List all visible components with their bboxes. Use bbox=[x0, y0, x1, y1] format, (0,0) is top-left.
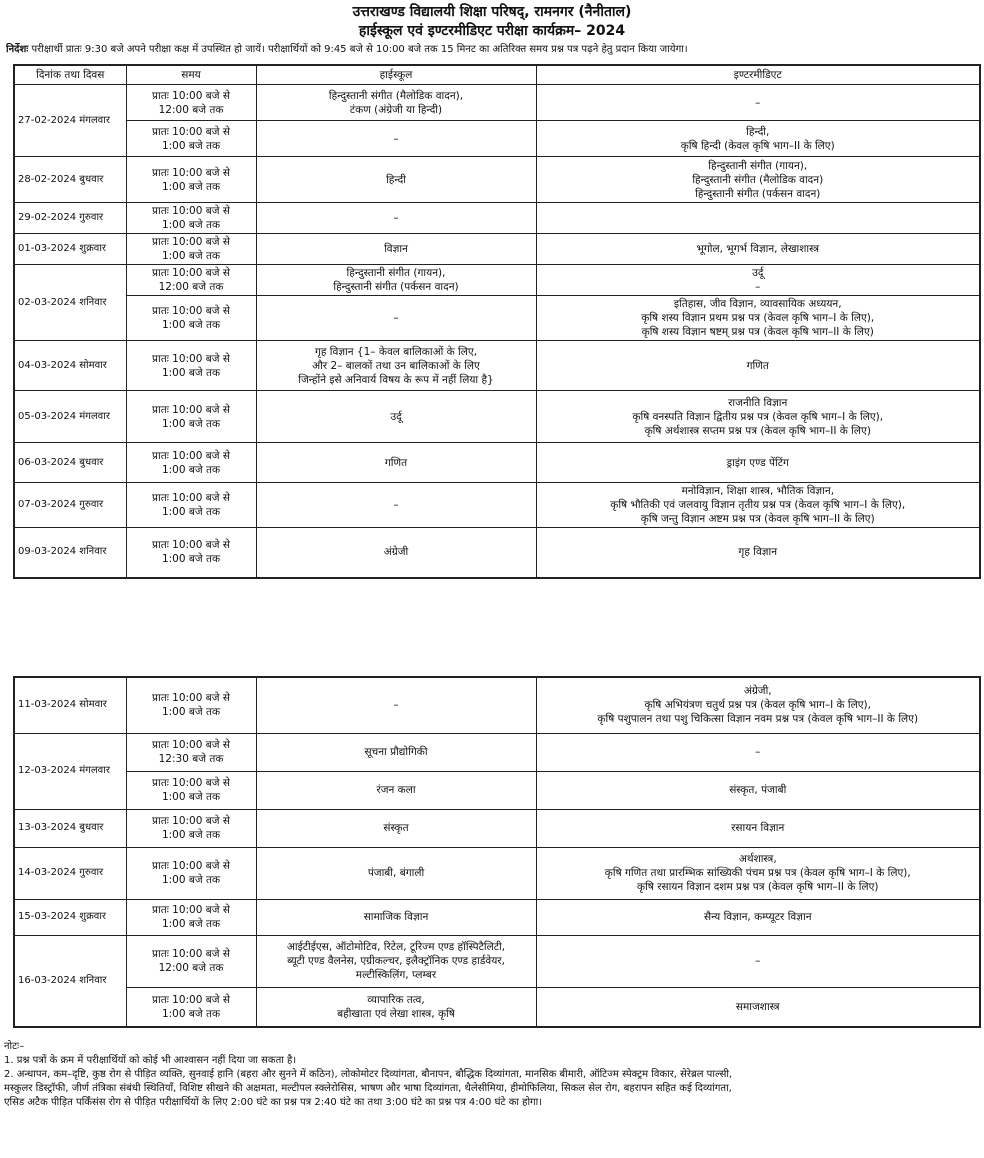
highschool-cell bbox=[256, 899, 536, 935]
cell-line: हिन्दुस्तानी संगीत (मैलोडिक वादन) bbox=[692, 173, 824, 186]
table-row bbox=[14, 733, 980, 771]
cell-line: प्रातः 10:00 बजे से bbox=[152, 492, 230, 504]
table-row bbox=[14, 265, 980, 296]
time-cell bbox=[126, 809, 256, 847]
date-cell: 12-03-2024 मंगलवार bbox=[14, 733, 126, 809]
date-cell: 14-03-2024 गुरुवार bbox=[14, 847, 126, 899]
board-name: उत्तराखण्ड विद्यालयी शिक्षा परिषद्, रामनगर (नैनीताल) bbox=[352, 4, 632, 20]
cell-line: कृषि जन्तु विज्ञान अष्टम प्रश्न पत्र (केवल कृषि भाग–II के लिए) bbox=[640, 513, 875, 525]
date-cell: 02-03-2024 शनिवार bbox=[14, 265, 126, 341]
cell-line: हिन्दुस्तानी संगीत (पर्कसन वादन) bbox=[695, 187, 821, 200]
cell-line: 1:00 बजे तक bbox=[161, 1007, 221, 1020]
highschool-cell bbox=[256, 771, 536, 809]
highschool-cell bbox=[256, 341, 536, 391]
time-cell bbox=[126, 234, 256, 265]
cell-line: हिन्दुस्तानी संगीत (गायन), bbox=[708, 159, 808, 172]
cell-line: प्रातः 10:00 बजे से bbox=[152, 739, 230, 751]
intermediate-cell bbox=[536, 899, 980, 935]
time-cell bbox=[126, 935, 256, 987]
highschool-cell bbox=[256, 391, 536, 443]
cell-line: 1:00 बजे तक bbox=[161, 829, 221, 841]
cell-line: हिन्दुस्तानी संगीत (गायन), bbox=[346, 267, 446, 279]
intermediate-cell bbox=[536, 809, 980, 847]
cell-line: 1:00 बजे तक bbox=[161, 506, 221, 518]
cell-line: 12:00 बजे तक bbox=[158, 962, 224, 974]
note-line: 1. प्रश्न पत्रों के क्रम में परीक्षार्थियों को कोई भी आश्वासन नहीं दिया जा सकता है। bbox=[4, 1055, 297, 1066]
table-row bbox=[14, 341, 980, 391]
cell-line: कृषि भौतिकी एवं जलवायु विज्ञान तृतीय प्रश्न पत्र (केवल कृषि भाग–I के लिए), bbox=[610, 499, 906, 511]
col-header-time: समय bbox=[126, 65, 256, 85]
cell-line: 12:00 बजे तक bbox=[158, 281, 224, 293]
cell-line: ब्यूटी एण्ड वैलनेस, एग्रीकल्चर, इलैक्ट्रॉनिक एण्ड हार्डवेयर, bbox=[287, 955, 505, 967]
note-line: मस्कुलर डिस्ट्रॉफी, जीर्ण तंत्रिका संबंधी स्थितियॉं, विशिष्ट सीखने की अक्षमता, मल्टीपल स्क्लेरोसिस, भाषण और भाषा दिव्यांगता, थैलेसीमिया, हीमोफिलिया, सिकल सेल रोग, बहरापन सहित कई दिव्यांगता, bbox=[4, 1083, 732, 1094]
cell-line: – bbox=[755, 955, 761, 967]
intermediate-cell bbox=[536, 391, 980, 443]
intermediate-cell bbox=[536, 443, 980, 483]
cell-line: प्रातः 10:00 बजे से bbox=[152, 948, 230, 960]
date-cell: 15-03-2024 शुक्रवार bbox=[14, 899, 126, 935]
note-line: एसिड अटैक पीड़ित पर्किंसंस रोग से पीड़ित परीक्षार्थियों के लिए 2:00 घंटे का प्रश्न पत्र 2:40 घंटे का तथा 3:00 घंटे का प्रश्न पत्र 4:00 घंटे का होगा। bbox=[4, 1097, 543, 1108]
cell-line: हिन्दुस्तानी संगीत (पर्कसन वादन) bbox=[333, 281, 459, 293]
cell-line: पंजाबी, बंगाली bbox=[367, 867, 425, 879]
note-line: 2. अन्धापन, कम–दृष्टि, कुष्ठ रोग से पीड़ित व्यक्ति, सुनवाई हानि (बहरा और सुनने में कठिन), लोकोमोटर दिव्यांगता, बौनापन, बौद्धिक दिव्यांगता, मानसिक बीमारी, ऑटिज्म स्पेक्ट्रम विकार, सेरेब्रल पाल्सी, bbox=[4, 1069, 733, 1080]
intermediate-cell bbox=[536, 935, 980, 987]
highschool-cell bbox=[256, 85, 536, 121]
cell-line: प्रातः 10:00 बजे से bbox=[152, 777, 230, 789]
cell-line: – bbox=[393, 132, 399, 145]
cell-line: संस्कृत bbox=[383, 822, 409, 834]
cell-line: मल्टीस्किलिंग, प्लम्बर bbox=[355, 969, 437, 981]
cell-line: – bbox=[755, 96, 761, 109]
cell-line: प्रातः 10:00 बजे से bbox=[152, 125, 230, 138]
time-cell bbox=[126, 771, 256, 809]
table-row bbox=[14, 234, 980, 265]
cell-line: सूचना प्रौद्योगिकी bbox=[364, 746, 428, 758]
table-row bbox=[14, 677, 980, 733]
highschool-cell bbox=[256, 528, 536, 578]
intermediate-cell bbox=[536, 157, 980, 203]
cell-line: कृषि गणित तथा प्रारम्भिक सांख्यिकी पंचम प्रश्न पत्र (केवल कृषि भाग–I के लिए), bbox=[604, 867, 911, 879]
intermediate-cell bbox=[536, 528, 980, 578]
highschool-cell bbox=[256, 296, 536, 341]
cell-line: प्रातः 10:00 बजे से bbox=[152, 449, 230, 462]
cell-line: प्रातः 10:00 बजे से bbox=[152, 305, 230, 317]
cell-line: 1:00 बजे तक bbox=[161, 366, 221, 379]
cell-line: अंग्रेजी, bbox=[743, 685, 772, 698]
cell-line: कृषि अर्थशास्त्र सप्तम प्रश्न पत्र (केवल कृषि भाग–II के लिए) bbox=[644, 424, 871, 437]
date-cell: 06-03-2024 बुधवार bbox=[14, 443, 126, 483]
cell-line: गृह विज्ञान {1– केवल बालिकाओं के लिए, bbox=[314, 345, 478, 358]
date-cell: 28-02-2024 बुधवार bbox=[14, 157, 126, 203]
table-row bbox=[14, 771, 980, 809]
cell-line: ड्राइंग एण्ड पेंटिंग bbox=[726, 456, 789, 469]
highschool-cell bbox=[256, 265, 536, 296]
table-row bbox=[14, 809, 980, 847]
cell-line: टंकण (अंग्रेजी या हिन्दी) bbox=[349, 103, 443, 116]
col-header-highschool: हाईस्कूल bbox=[256, 65, 536, 85]
cell-line: – bbox=[755, 746, 761, 758]
cell-line: – bbox=[393, 699, 399, 712]
table-row bbox=[14, 528, 980, 578]
cell-line: प्रातः 10:00 बजे से bbox=[152, 89, 230, 102]
cell-line: प्रातः 10:00 बजे से bbox=[152, 403, 230, 416]
cell-line: प्रातः 10:00 बजे से bbox=[152, 205, 230, 217]
cell-line: सामाजिक विज्ञान bbox=[363, 911, 429, 923]
cell-line: प्रातः 10:00 बजे से bbox=[152, 993, 230, 1006]
cell-line: और 2– बालकों तथा उन बालिकाओं के लिए bbox=[312, 359, 480, 372]
cell-line: 1:00 बजे तक bbox=[161, 250, 221, 262]
instruction-text: परीक्षार्थी प्रातः 9:30 बजे अपने परीक्षा कक्ष में उपस्थित हो जायें। परीक्षार्थियों को 9:45 बजे से 10:00 बजे तक 15 मिनट का अतिरिक्त समय प्रश्न पत्र पढ़ने हेतु प्रदान किया जायेगा। bbox=[31, 44, 688, 55]
time-cell bbox=[126, 296, 256, 341]
time-cell bbox=[126, 483, 256, 528]
table-row bbox=[14, 85, 980, 121]
cell-line: 12:00 बजे तक bbox=[158, 103, 224, 116]
date-cell: 27-02-2024 मंगलवार bbox=[14, 85, 126, 157]
cell-line: प्रातः 10:00 बजे से bbox=[152, 860, 230, 872]
time-cell bbox=[126, 899, 256, 935]
time-cell bbox=[126, 847, 256, 899]
cell-line: – bbox=[393, 312, 399, 324]
cell-line: प्रातः 10:00 बजे से bbox=[152, 352, 230, 365]
cell-line: हिन्दुस्तानी संगीत (मैलोडिक वादन), bbox=[328, 89, 464, 102]
time-cell bbox=[126, 157, 256, 203]
cell-line: 12:30 बजे तक bbox=[158, 753, 224, 765]
date-cell: 09-03-2024 शनिवार bbox=[14, 528, 126, 578]
table-row bbox=[14, 296, 980, 341]
date-cell: 04-03-2024 सोमवार bbox=[14, 341, 126, 391]
cell-line: 1:00 बजे तक bbox=[161, 139, 221, 152]
time-cell bbox=[126, 341, 256, 391]
intermediate-cell bbox=[536, 85, 980, 121]
cell-line: उर्दू bbox=[752, 267, 764, 279]
date-cell: 11-03-2024 सोमवार bbox=[14, 677, 126, 733]
highschool-cell bbox=[256, 987, 536, 1027]
intermediate-cell bbox=[536, 677, 980, 733]
cell-line: प्रातः 10:00 बजे से bbox=[152, 692, 230, 705]
intermediate-cell bbox=[536, 483, 980, 528]
highschool-cell bbox=[256, 234, 536, 265]
time-cell bbox=[126, 443, 256, 483]
schedule-table-part1 bbox=[13, 64, 981, 579]
schedule-table-part2 bbox=[13, 676, 981, 1028]
cell-line: कृषि वनस्पति विज्ञान द्वितीय प्रश्न पत्र (केवल कृषि भाग–I के लिए), bbox=[632, 410, 884, 423]
cell-line: प्रातः 10:00 बजे से bbox=[152, 166, 230, 179]
time-cell bbox=[126, 85, 256, 121]
time-cell bbox=[126, 391, 256, 443]
col-header-intermediate: इण्टरमीडिएट bbox=[536, 65, 980, 85]
table-row bbox=[14, 483, 980, 528]
cell-line: 1:00 बजे तक bbox=[161, 180, 221, 193]
time-cell bbox=[126, 733, 256, 771]
highschool-cell bbox=[256, 677, 536, 733]
document-header bbox=[0, 3, 984, 41]
cell-line: बहीखाता एवं लेखा शास्त्र, कृषि bbox=[337, 1007, 455, 1020]
table-row bbox=[14, 847, 980, 899]
highschool-cell bbox=[256, 121, 536, 157]
cell-line: कृषि अभियंत्रण चतुर्थ प्रश्न पत्र (केवल कृषि भाग–I के लिए), bbox=[644, 699, 871, 712]
cell-line: प्रातः 10:00 बजे से bbox=[152, 539, 230, 552]
time-cell bbox=[126, 265, 256, 296]
cell-line: कृषि हिन्दी (केवल कृषि भाग–II के लिए) bbox=[680, 139, 835, 152]
cell-line: 1:00 बजे तक bbox=[161, 417, 221, 430]
date-cell: 29-02-2024 गुरुवार bbox=[14, 203, 126, 234]
cell-line: रसायन विज्ञान bbox=[731, 822, 785, 834]
cell-line: व्यापारिक तत्व, bbox=[367, 993, 425, 1006]
cell-line: 1:00 बजे तक bbox=[161, 706, 221, 719]
cell-line: अंग्रेजी bbox=[383, 546, 409, 559]
cell-line: प्रातः 10:00 बजे से bbox=[152, 267, 230, 279]
cell-line: मनोविज्ञान, शिक्षा शास्त्र, भौतिक विज्ञान, bbox=[681, 485, 835, 497]
cell-line: 1:00 बजे तक bbox=[161, 319, 221, 331]
cell-line: हिन्दी, bbox=[746, 125, 770, 138]
instruction-label: निर्देशः bbox=[6, 44, 29, 55]
page-title: हाईस्कूल एवं इण्टरमीडिएट परीक्षा कार्यक्रम– 2024 bbox=[358, 23, 626, 39]
cell-line: अर्थशास्त्र, bbox=[738, 853, 777, 865]
cell-line: कृषि रसायन विज्ञान दशम प्रश्न पत्र (केवल कृषि भाग–II के लिए) bbox=[637, 881, 879, 893]
cell-line: आईटीईएस, ऑटोमोटिव, रिटेल, टूरिज्म एण्ड हॉस्पिटैलिटी, bbox=[286, 941, 506, 953]
highschool-cell bbox=[256, 847, 536, 899]
cell-line: इतिहास, जीव विज्ञान, व्यावसायिक अध्ययन, bbox=[673, 298, 842, 310]
notes-section bbox=[4, 1040, 982, 1110]
table-row bbox=[14, 203, 980, 234]
highschool-cell bbox=[256, 809, 536, 847]
cell-line: समाजशास्त्र bbox=[735, 1000, 780, 1013]
time-cell bbox=[126, 987, 256, 1027]
cell-line: रंजन कला bbox=[376, 784, 416, 796]
intermediate-cell bbox=[536, 203, 980, 234]
intermediate-cell bbox=[536, 771, 980, 809]
table-row bbox=[14, 935, 980, 987]
date-cell: 13-03-2024 बुधवार bbox=[14, 809, 126, 847]
cell-line: भूगोल, भूगर्भ विज्ञान, लेखाशास्त्र bbox=[696, 243, 819, 255]
time-cell bbox=[126, 203, 256, 234]
intermediate-cell bbox=[536, 733, 980, 771]
cell-line: – bbox=[393, 212, 399, 224]
highschool-cell bbox=[256, 733, 536, 771]
cell-line: सैन्य विज्ञान, कम्प्यूटर विज्ञान bbox=[703, 911, 812, 923]
intermediate-cell bbox=[536, 987, 980, 1027]
cell-line: कृषि शस्य विज्ञान षष्टम् प्रश्न पत्र (केवल कृषि भाग–II के लिए) bbox=[641, 326, 874, 338]
date-cell: 01-03-2024 शुक्रवार bbox=[14, 234, 126, 265]
table-header-row bbox=[14, 65, 980, 85]
intermediate-cell bbox=[536, 121, 980, 157]
time-cell bbox=[126, 528, 256, 578]
highschool-cell bbox=[256, 935, 536, 987]
table-row bbox=[14, 391, 980, 443]
table-row bbox=[14, 443, 980, 483]
highschool-cell bbox=[256, 203, 536, 234]
cell-line: 1:00 बजे तक bbox=[161, 791, 221, 803]
date-cell: 07-03-2024 गुरुवार bbox=[14, 483, 126, 528]
cell-line: गणित bbox=[384, 456, 408, 469]
cell-line: कृषि पशुपालन तथा पशु चिकित्सा विज्ञान नवम प्रश्न पत्र (केवल कृषि भाग–II के लिए) bbox=[597, 713, 919, 726]
cell-line: 1:00 बजे तक bbox=[161, 874, 221, 886]
time-cell bbox=[126, 677, 256, 733]
instruction-line bbox=[6, 43, 981, 56]
intermediate-cell bbox=[536, 265, 980, 296]
cell-line: 1:00 बजे तक bbox=[161, 219, 221, 231]
cell-line: प्रातः 10:00 बजे से bbox=[152, 904, 230, 916]
highschool-cell bbox=[256, 157, 536, 203]
table-row bbox=[14, 899, 980, 935]
cell-line: उर्दू bbox=[390, 410, 402, 423]
col-header-date: दिनांक तथा दिवस bbox=[14, 65, 126, 85]
cell-line: जिन्होंने इसे अनिवार्य विषय के रूप में नहीं लिया है} bbox=[298, 373, 494, 386]
cell-line: 1:00 बजे तक bbox=[161, 463, 221, 476]
intermediate-cell bbox=[536, 296, 980, 341]
cell-line: विज्ञान bbox=[384, 243, 408, 255]
intermediate-cell bbox=[536, 234, 980, 265]
intermediate-cell bbox=[536, 847, 980, 899]
cell-line: प्रातः 10:00 बजे से bbox=[152, 236, 230, 248]
date-cell: 16-03-2024 शनिवार bbox=[14, 935, 126, 1027]
cell-line: – bbox=[393, 499, 399, 511]
cell-line: – bbox=[755, 281, 761, 293]
table-row bbox=[14, 121, 980, 157]
notes-label: नोटः– bbox=[4, 1041, 25, 1052]
cell-line: राजनीति विज्ञान bbox=[728, 396, 788, 409]
intermediate-cell bbox=[536, 341, 980, 391]
table-row bbox=[14, 157, 980, 203]
cell-line: हिन्दी bbox=[386, 173, 406, 186]
table-row bbox=[14, 987, 980, 1027]
cell-line: गणित bbox=[746, 359, 769, 372]
cell-line: गृह विज्ञान bbox=[738, 546, 778, 559]
cell-line: कृषि शस्य विज्ञान प्रथम प्रश्न पत्र (केवल कृषि भाग–I के लिए), bbox=[641, 312, 875, 324]
cell-line: 1:00 बजे तक bbox=[161, 918, 221, 930]
date-cell: 05-03-2024 मंगलवार bbox=[14, 391, 126, 443]
highschool-cell bbox=[256, 483, 536, 528]
highschool-cell bbox=[256, 443, 536, 483]
cell-line: संस्कृत, पंजाबी bbox=[729, 784, 787, 796]
cell-line: प्रातः 10:00 बजे से bbox=[152, 815, 230, 827]
time-cell bbox=[126, 121, 256, 157]
cell-line: 1:00 बजे तक bbox=[161, 553, 221, 566]
